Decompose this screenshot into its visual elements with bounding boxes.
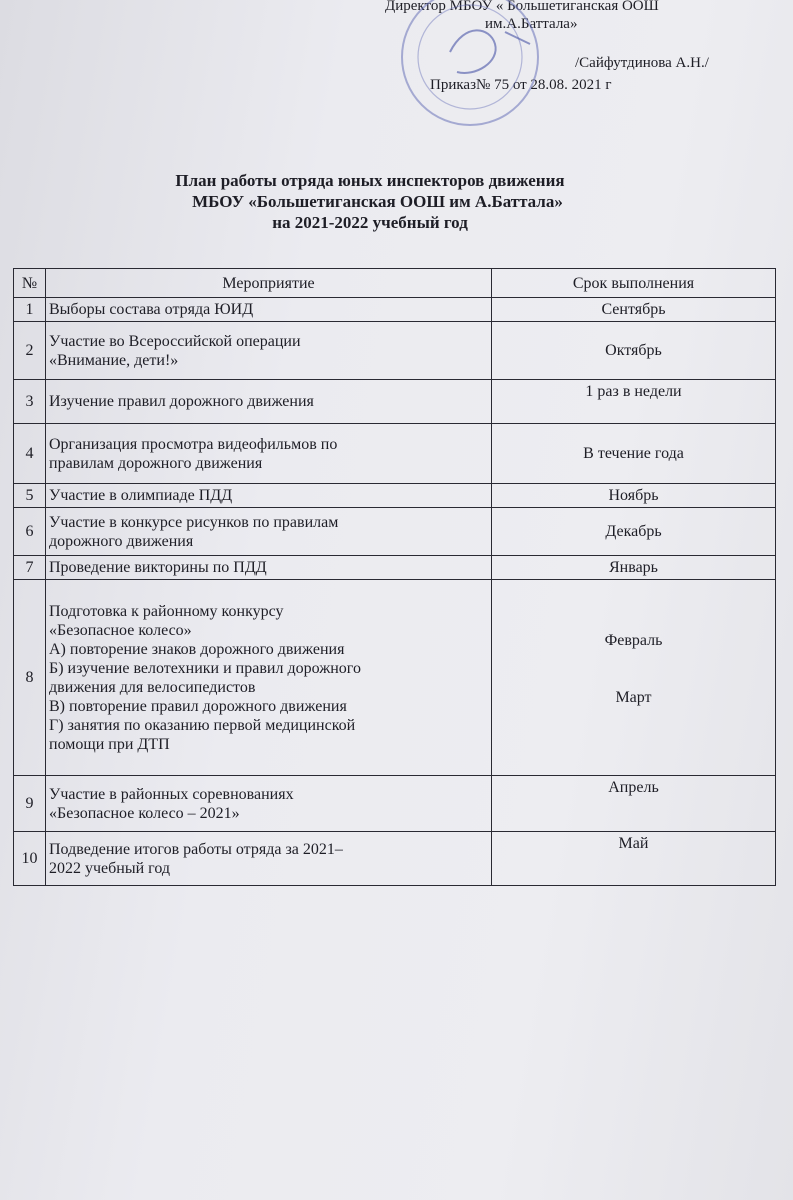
row-number: 1 <box>14 298 46 322</box>
row-event-line: Участие в олимпиаде ПДД <box>49 487 233 504</box>
row-event <box>46 832 492 886</box>
row-event-line: 2022 учебный год <box>49 859 171 877</box>
row-event-line: правилам дорожного движения <box>49 454 263 472</box>
table-row <box>14 776 776 832</box>
title-line-3: на 2021-2022 учебный год <box>272 213 468 232</box>
row-event-line: Участие в конкурсе рисунков по правилам <box>49 513 339 531</box>
approval-order-line: Приказ№ 75 от 28.08. 2021 г <box>430 77 612 93</box>
row-deadline: В течение года <box>492 424 776 484</box>
approval-signature-line: /Сайфутдинова А.Н./ <box>575 55 709 71</box>
row-event-line: «Безопасное колесо – 2021» <box>49 804 240 822</box>
row-event-line: «Безопасное колесо» <box>49 621 192 639</box>
title-line-1: План работы отряда юных инспекторов движения <box>175 171 565 190</box>
row-event-line: Г) занятия по оказанию первой медицинской <box>49 716 356 734</box>
table-row <box>14 556 776 580</box>
row-event-line: Б) изучение велотехники и правил дорожного <box>49 659 361 677</box>
row-event <box>46 580 492 776</box>
row-event <box>46 380 492 424</box>
row-deadline: Ноябрь <box>492 484 776 508</box>
row-event <box>46 556 492 580</box>
table-row <box>14 322 776 380</box>
row-number: 7 <box>14 556 46 580</box>
row-event-line: Подготовка к районному конкурсу <box>49 602 284 620</box>
row-event-line: Подведение итогов работы отряда за 2021– <box>49 840 343 858</box>
row-number: 2 <box>14 322 46 380</box>
row-number: 9 <box>14 776 46 832</box>
plan-table <box>13 268 776 886</box>
table-row <box>14 380 776 424</box>
approval-school-line: им.А.Баттала» <box>485 16 578 32</box>
row-number: 4 <box>14 424 46 484</box>
table-row <box>14 484 776 508</box>
row-event-line: «Внимание, дети!» <box>49 351 179 369</box>
row-event <box>46 322 492 380</box>
row-number: 10 <box>14 832 46 886</box>
row-event-line: движения для велосипедистов <box>49 678 256 696</box>
row-event-line: Выборы состава отряда ЮИД <box>49 301 254 318</box>
title-line-2: МБОУ «Большетиганская ООШ им А.Баттала» <box>192 192 563 211</box>
row-deadline <box>492 580 776 776</box>
row-deadline-1: Февраль <box>604 631 663 649</box>
row-deadline: 1 раз в недели <box>492 380 776 424</box>
row-deadline: Декабрь <box>492 508 776 556</box>
round-stamp <box>395 0 545 132</box>
column-header-event: Мероприятие <box>46 269 492 298</box>
row-deadline: Сентябрь <box>492 298 776 322</box>
table-header-row <box>14 269 776 298</box>
row-event-line: помощи при ДТП <box>49 735 170 753</box>
row-event <box>46 508 492 556</box>
table-row <box>14 298 776 322</box>
document-title <box>0 170 740 233</box>
row-event-line: Участие во Всероссийской операции <box>49 332 301 350</box>
row-event <box>46 298 492 322</box>
row-number: 6 <box>14 508 46 556</box>
row-number: 5 <box>14 484 46 508</box>
row-event-line: дорожного движения <box>49 532 194 550</box>
row-deadline: Май <box>492 832 776 886</box>
row-event-line: А) повторение знаков дорожного движения <box>49 640 345 658</box>
row-event <box>46 424 492 484</box>
row-event <box>46 776 492 832</box>
row-deadline: Октябрь <box>492 322 776 380</box>
table-row <box>14 832 776 886</box>
row-deadline: Апрель <box>492 776 776 832</box>
row-deadline: Январь <box>492 556 776 580</box>
approval-director-line: Директор МБОУ « Большетиганская ООШ <box>385 0 659 14</box>
row-deadline-2: Март <box>615 688 652 706</box>
row-event-line: Проведение викторины по ПДД <box>49 559 267 576</box>
row-event-line: Организация просмотра видеофильмов по <box>49 435 338 453</box>
row-number: 3 <box>14 380 46 424</box>
row-number: 8 <box>14 580 46 776</box>
table-row <box>14 508 776 556</box>
column-header-number: № <box>14 269 46 298</box>
row-event-line: В) повторение правил дорожного движения <box>49 697 347 715</box>
row-event-line: Изучение правил дорожного движения <box>49 393 314 410</box>
table-row <box>14 424 776 484</box>
row-event-line: Участие в районных соревнованиях <box>49 785 294 803</box>
row-event <box>46 484 492 508</box>
table-row <box>14 580 776 776</box>
column-header-deadline: Срок выполнения <box>492 269 776 298</box>
